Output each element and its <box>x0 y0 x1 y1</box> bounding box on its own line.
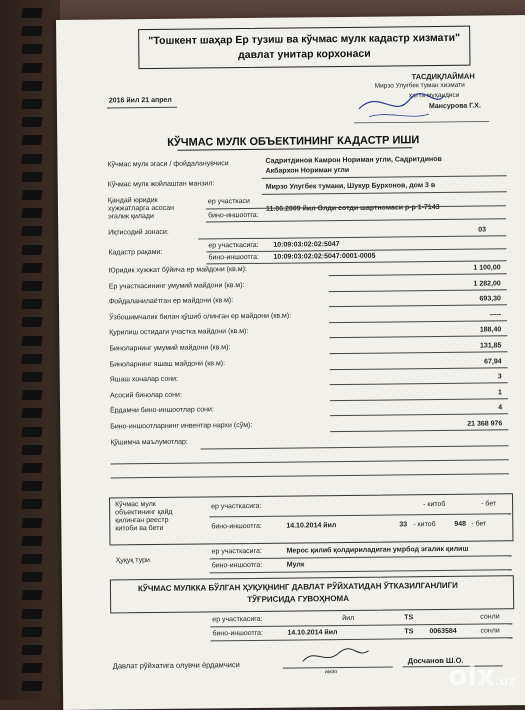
binder-ring <box>21 226 42 236</box>
zone-label: Иқтисодий зонаси: <box>108 228 169 237</box>
approval-line2: ҳатта муҳандиси <box>408 91 460 100</box>
registry-building-label: бино-иншоотга: <box>211 522 262 531</box>
legal-docs-value: 11.06.2009 йил Олди сотди шартномаси р-р 1-7143 <box>265 203 440 213</box>
area-value: ----- <box>489 311 502 319</box>
registry-building-date: 14.10.2014 йил <box>286 522 337 530</box>
binder-ring <box>21 408 42 418</box>
area-label: Биноларнинг яшаш майдони (кв.м): <box>109 359 226 369</box>
right-type-label: Ҳуқуқ тури <box>115 557 150 565</box>
binder-ring <box>21 354 42 364</box>
cert-land-label: ер участкасига: <box>212 615 263 624</box>
approval-name: Мансурова Г.Х. <box>428 102 481 111</box>
header-box <box>138 26 470 69</box>
certificate-title-line1: КЎЧМАС МУЛККА БЎЛГАН ҲУҚУҚНИНГ ДАВЛАТ РЎЙХАТИДАН ЎТКАЗИЛГАНЛИГИ <box>137 580 458 594</box>
area-underline <box>329 273 507 276</box>
address-label: Кўчмас мулк жойлашган манзил: <box>107 180 215 189</box>
registry-building-bet-no: 948 <box>454 520 467 528</box>
area-value: 1 <box>497 389 502 397</box>
cert-land-no: сонли <box>480 613 500 621</box>
area-value: 693,30 <box>479 295 501 303</box>
binder-ring <box>21 445 42 455</box>
document-page <box>56 15 525 710</box>
binder-ring <box>21 481 42 491</box>
cadastre-building-label: бино-иншоотга: <box>208 253 260 262</box>
binder-ring <box>21 518 42 528</box>
area-label: Асосий бинолар сони: <box>109 391 182 400</box>
binder-ring <box>21 627 42 637</box>
document-title: КЎЧМАС МУЛК ОБЪЕКТИНИНГ КАДАСТР ИШИ <box>167 134 420 149</box>
binder-ring <box>21 8 42 18</box>
cert-building-label: бино-иншоотга: <box>212 629 263 638</box>
zone-value: 03 <box>478 226 487 234</box>
cert-building-series: TS <box>404 628 414 636</box>
zone-underline <box>198 235 506 239</box>
binder-ring <box>21 190 42 200</box>
registry-building-kitob: - китоб <box>413 521 436 529</box>
area-label: Қурилиш остидаги участка майдони (кв.м): <box>109 328 249 337</box>
area-label: Ер участкасининг умумий майдони (кв.м): <box>108 281 245 291</box>
binder-ring <box>21 99 42 109</box>
cadastre-label: Кадастр рақами: <box>108 248 163 257</box>
cadastre-land-label: ер участкасига: <box>208 241 259 250</box>
binder-ring <box>21 427 42 437</box>
approval-line1: Мирзо Улуғбек туман хизмати <box>374 81 465 90</box>
address-value: Мирзо Улугбек тумани, Шукур Бурхонов, дом 3 в <box>265 182 436 191</box>
right-underline <box>210 569 512 573</box>
owner-label: Кўчмас мулк эгаси / фойдаланувчиси <box>107 160 229 169</box>
right-building-value: Мулк <box>286 561 305 569</box>
binder-ring <box>21 390 42 400</box>
registry-label-line2: объектининг қайд <box>115 508 173 517</box>
area-value: 1 282,00 <box>473 279 501 288</box>
area-value: 131,85 <box>479 342 502 350</box>
cert-building-number: 0063584 <box>429 627 457 636</box>
document-date: 2016 йил 21 апрел <box>108 96 172 105</box>
registry-land-bet: - бет <box>481 500 497 508</box>
area-value: 21 368 976 <box>467 420 503 428</box>
approval-title: ТАСДИҚЛАЙМАН <box>411 71 475 82</box>
registry-label-line3: қилинган реестр <box>115 516 169 525</box>
binder-ring <box>21 499 42 509</box>
signature-stamp <box>349 77 499 127</box>
notes-line-3 <box>111 473 509 478</box>
header-org-line2: давлат унитар корхонаси <box>238 47 371 62</box>
right-building-label: бино-иншоотга: <box>211 561 263 570</box>
binder-ring <box>21 536 42 546</box>
area-label: Ўзбошимчалик билан қўшиб олинган ер майдони (кв.м): <box>109 312 292 322</box>
notes-label: Қўшимча маълумотлар: <box>110 438 188 447</box>
olx-watermark <box>448 659 515 692</box>
area-label: Бино-иншоотларнинг инвентар нархи (сўм): <box>110 421 253 431</box>
area-label: Ёрдамчи бино-иншоотлар сони: <box>110 406 214 415</box>
area-underline <box>330 414 508 417</box>
notes-line-2 <box>111 459 509 464</box>
binder-ring <box>21 299 42 309</box>
area-value: 4 <box>498 404 503 412</box>
cert-underline <box>211 637 513 641</box>
area-underline <box>329 304 507 307</box>
area-label: Фойдаланилаётган ер майдони (кв.м): <box>108 297 234 306</box>
binder-ring <box>21 26 42 36</box>
registry-label-line4: китоби ва бети <box>115 524 164 533</box>
owner-value-line1: Садритдинов Камрон Нориман угли, Садритдинов <box>265 155 442 165</box>
watermark-tld: .uz <box>494 674 515 688</box>
notes-line-1 <box>200 445 508 449</box>
binder-ring <box>21 463 42 473</box>
binder-ring <box>21 590 42 600</box>
cadastre-building-value: 10:09:03:02:02:5047:0001-0005 <box>273 252 376 261</box>
cert-divider <box>210 623 512 627</box>
legal-label-line1: Қандай юридик <box>107 196 158 205</box>
area-underline <box>330 398 508 401</box>
binder-ring <box>21 63 42 73</box>
binder-ring <box>21 281 42 291</box>
binder-ring <box>21 645 42 655</box>
registry-box <box>109 493 513 545</box>
binder-ring <box>21 681 42 691</box>
registry-land-kitob: - китоб <box>423 500 446 509</box>
area-value: 1 100,00 <box>473 264 501 272</box>
binder-ring <box>21 135 42 145</box>
cert-land-series: TS <box>404 614 414 622</box>
binder-ring <box>21 117 42 127</box>
binder-ring <box>21 208 42 218</box>
area-label: Яшаш хоналар сони: <box>109 375 179 384</box>
area-label: Биноларнинг умумий майдони (кв.м): <box>109 344 231 353</box>
area-underline <box>329 289 507 292</box>
area-underline <box>329 320 507 323</box>
binder-ring <box>21 317 42 327</box>
binder-ring <box>21 372 42 382</box>
watermark-brand: olx <box>448 659 495 692</box>
cadastre-land-value: 10:09:03:02:02:5047 <box>273 241 340 249</box>
cert-building-no: сонли <box>480 627 500 635</box>
registrar-name: Досчанов Ш.О. <box>407 655 464 666</box>
owner-value-line2: Акбархон Нориман угли <box>265 166 350 175</box>
binder-ring <box>21 663 42 673</box>
header-org-line1: "Тошкент шаҳар Ер тузиш ва кўчмас мулк кадастр хизмати" <box>148 31 461 48</box>
right-divider <box>210 555 512 559</box>
binder-ring <box>21 263 42 273</box>
binder-ring <box>21 44 42 54</box>
certificate-title-line2: ТЎҒРИСИДА ГУВОҲНОМА <box>247 593 350 605</box>
area-underline <box>330 382 508 385</box>
date-underline <box>107 107 177 109</box>
legal-label-line3: эгалик қилади <box>108 212 154 221</box>
binder-ring <box>21 172 42 182</box>
area-value: 188,40 <box>479 326 502 334</box>
right-land-label: ер участкасига: <box>211 547 262 556</box>
binder-ring <box>21 81 42 91</box>
registry-building-bet: - бет <box>471 520 487 528</box>
area-underline <box>330 429 508 432</box>
registry-label-line1: Кўчмас мулк <box>115 500 156 509</box>
binder-ring <box>21 154 42 164</box>
binder-ring <box>21 336 42 346</box>
address-underline <box>262 191 507 195</box>
registrar-label: Давлат рўйхатига олувчи ёрдамчиси <box>112 660 240 671</box>
registry-building-kitob-no: 33 <box>399 521 408 529</box>
binder-ring <box>21 245 42 255</box>
binder-ring <box>21 554 42 564</box>
area-underline <box>329 336 507 339</box>
area-label: Юридик хужжат бўйича ер майдони (кв.м): <box>108 266 247 275</box>
binder-ring <box>21 609 42 619</box>
binder-ring <box>21 572 42 582</box>
cert-building-date: 14.10.2014 йил <box>287 629 338 637</box>
legal-land-label: ер участкаси <box>207 197 250 206</box>
area-value: 3 <box>497 373 502 381</box>
area-underline <box>330 367 508 370</box>
legal-label-line2: хужжатларга асосан <box>107 204 174 213</box>
signature-line <box>283 667 393 669</box>
binder-spine <box>0 0 60 700</box>
area-value: 67,94 <box>484 357 502 366</box>
legal-building-label: бино-иншоотга: <box>208 211 259 220</box>
area-underline <box>330 351 508 354</box>
right-land-value: Мерос қилиб қолдириладиган умрбод эгалик қилиш <box>286 545 469 555</box>
registrar-signature <box>295 645 385 668</box>
signature-caption: имзо <box>324 669 338 676</box>
owner-underline <box>262 175 507 179</box>
registry-land-label: ер участкасига: <box>211 502 262 511</box>
cert-land-year: йил <box>342 614 355 623</box>
